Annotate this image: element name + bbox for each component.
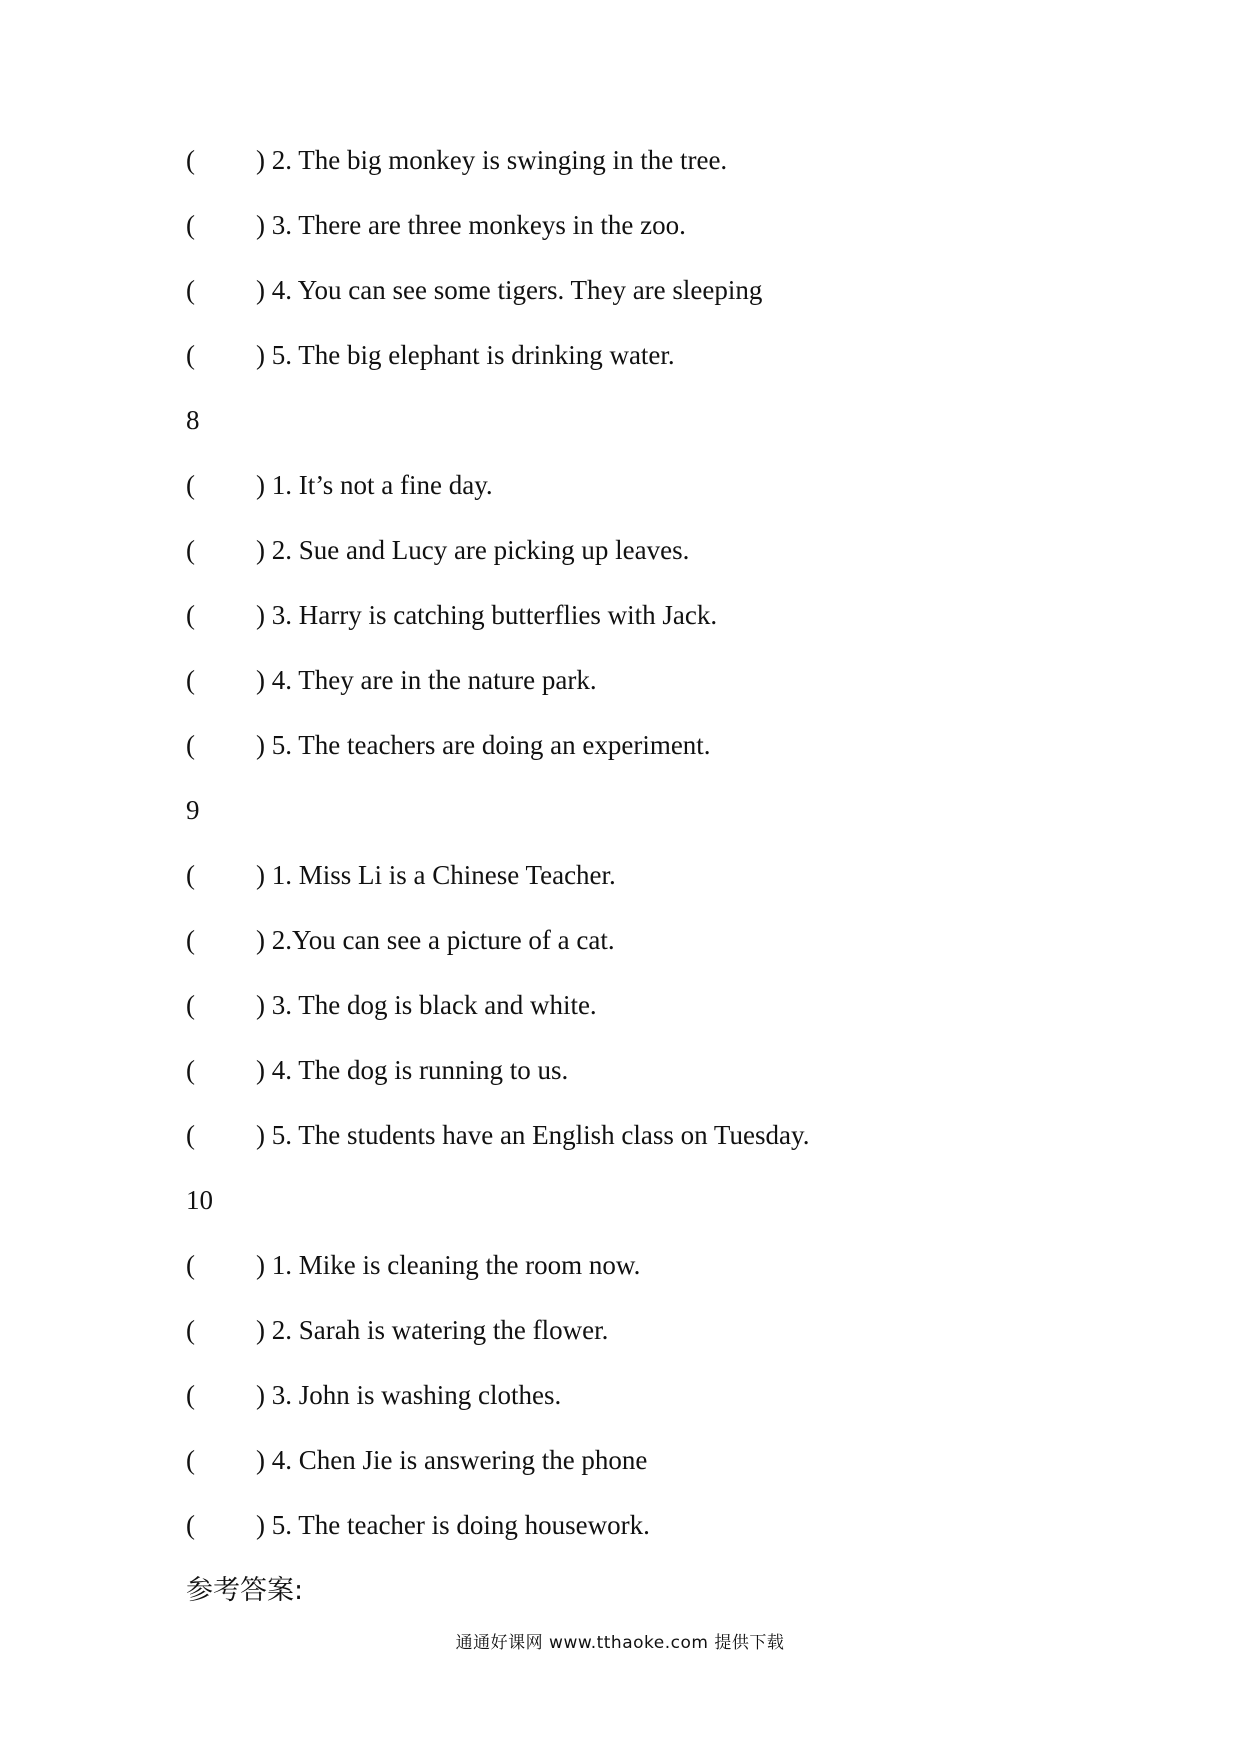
list-item: [186, 843, 1146, 908]
item-text: ) 2. The big monkey is swinging in the tree.: [256, 145, 728, 175]
list-item: [186, 453, 1146, 518]
answer-blank[interactable]: (: [186, 600, 195, 630]
list-item: [186, 1103, 1146, 1168]
answer-blank[interactable]: (: [186, 1055, 195, 1085]
item-text: ) 5. The big elephant is drinking water.: [256, 340, 675, 370]
answer-blank[interactable]: (: [186, 210, 195, 240]
answer-key-heading: 参考答案:: [186, 1575, 304, 1606]
list-item: [186, 908, 1146, 973]
list-item: [186, 1493, 1146, 1558]
list-item: [186, 1298, 1146, 1363]
item-text: ) 3. Harry is catching butterflies with Jack.: [256, 600, 718, 630]
list-item: [186, 583, 1146, 648]
answer-blank[interactable]: (: [186, 1380, 195, 1410]
answer-blank[interactable]: (: [186, 1510, 195, 1540]
answer-blank[interactable]: (: [186, 1445, 195, 1475]
item-text: ) 5. The teacher is doing housework.: [256, 1510, 650, 1540]
item-text: ) 2.You can see a picture of a cat.: [256, 925, 615, 955]
answer-blank[interactable]: (: [186, 340, 195, 370]
list-item: [186, 518, 1146, 583]
item-text: ) 5. The students have an English class on Tuesday.: [256, 1120, 810, 1150]
list-item: [186, 648, 1146, 713]
answer-blank[interactable]: (: [186, 860, 195, 890]
answer-blank[interactable]: (: [186, 665, 195, 695]
list-item: [186, 1233, 1146, 1298]
section-9: [186, 778, 1146, 1168]
answer-blank[interactable]: (: [186, 1250, 195, 1280]
answer-blank[interactable]: (: [186, 145, 195, 175]
answer-blank[interactable]: (: [186, 275, 195, 305]
list-item: [186, 193, 1146, 258]
item-text: ) 4. They are in the nature park.: [256, 665, 597, 695]
item-text: ) 3. The dog is black and white.: [256, 990, 597, 1020]
list-item: [186, 713, 1146, 778]
list-item: [186, 1038, 1146, 1103]
list-item: [186, 128, 1146, 193]
list-item: [186, 973, 1146, 1038]
answer-blank[interactable]: (: [186, 925, 195, 955]
list-item: [186, 258, 1146, 323]
item-text: ) 3. There are three monkeys in the zoo.: [256, 210, 686, 240]
item-text: ) 4. You can see some tigers. They are sleeping: [256, 275, 763, 305]
section-8: [186, 388, 1146, 778]
page-footer: 通通好课网 www.tthaoke.com 提供下载: [455, 1633, 785, 1653]
answer-blank[interactable]: (: [186, 470, 195, 500]
item-text: ) 2. Sarah is watering the flower.: [256, 1315, 609, 1345]
item-text: ) 3. John is washing clothes.: [256, 1380, 562, 1410]
list-item: [186, 323, 1146, 388]
item-text: ) 1. Miss Li is a Chinese Teacher.: [256, 860, 616, 890]
list-item: [186, 1363, 1146, 1428]
answer-blank[interactable]: (: [186, 730, 195, 760]
item-text: ) 1. It’s not a fine day.: [256, 470, 493, 500]
list-item: [186, 1428, 1146, 1493]
section-number: 8: [186, 405, 200, 435]
answer-blank[interactable]: (: [186, 1120, 195, 1150]
answer-blank[interactable]: (: [186, 1315, 195, 1345]
item-text: ) 4. Chen Jie is answering the phone: [256, 1445, 648, 1475]
answer-blank[interactable]: (: [186, 535, 195, 565]
item-text: ) 5. The teachers are doing an experiment.: [256, 730, 711, 760]
section-continuation: [186, 128, 1146, 388]
item-text: ) 1. Mike is cleaning the room now.: [256, 1250, 641, 1280]
item-text: ) 4. The dog is running to us.: [256, 1055, 569, 1085]
section-number: 9: [186, 795, 200, 825]
answer-blank[interactable]: (: [186, 990, 195, 1020]
exercise-content: [186, 128, 1146, 1623]
item-text: ) 2. Sue and Lucy are picking up leaves.: [256, 535, 690, 565]
section-10: [186, 1168, 1146, 1558]
section-number: 10: [186, 1185, 213, 1215]
